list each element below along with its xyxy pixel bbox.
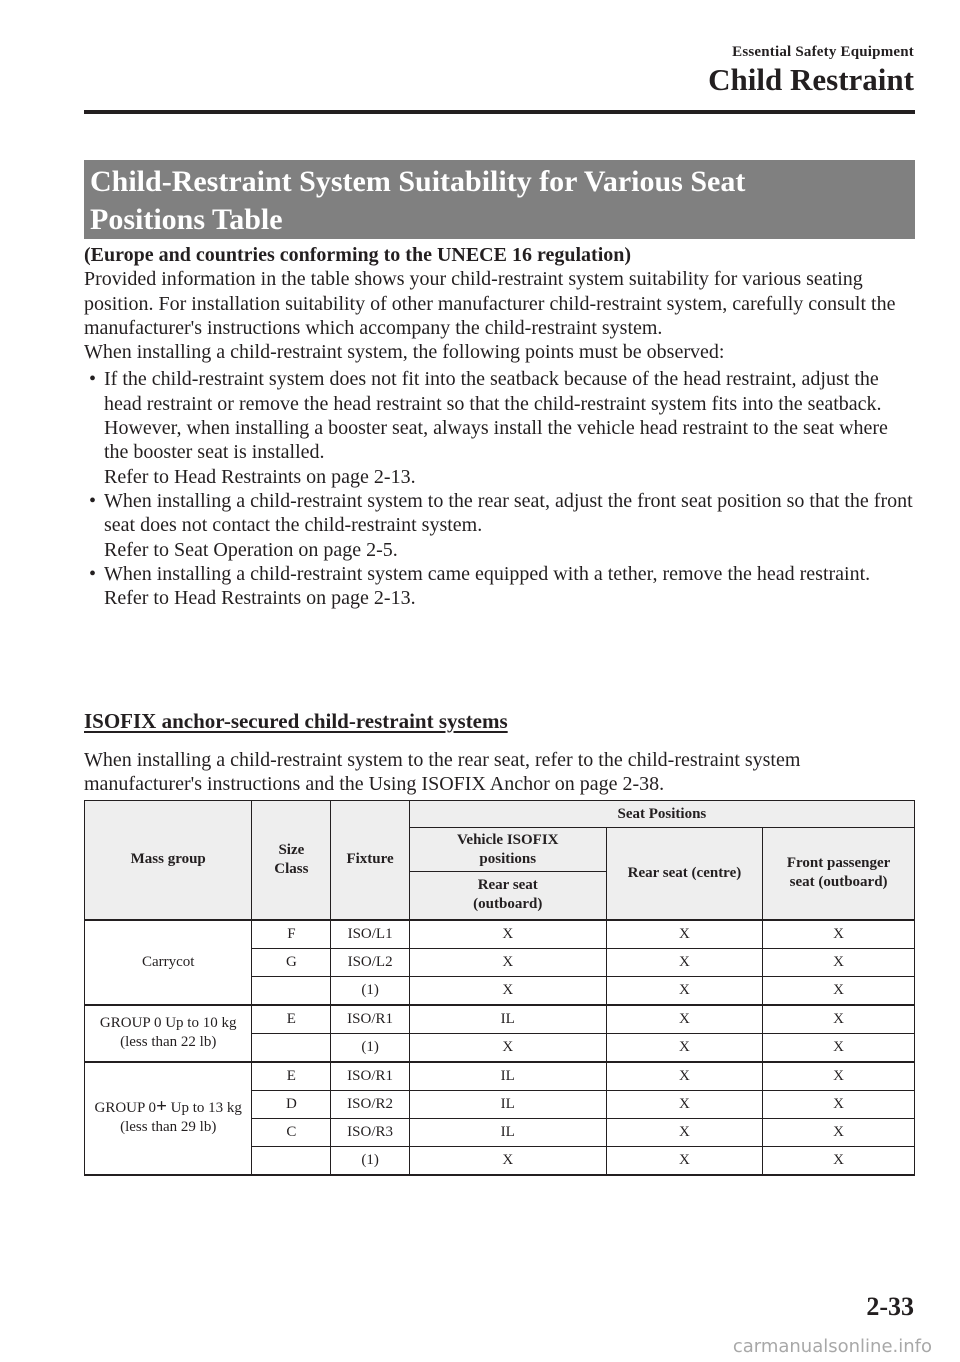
cell-front-passenger: X	[763, 976, 915, 1005]
mass-group-0	[85, 1005, 252, 1062]
precaution-item	[84, 562, 915, 611]
cell-rear-outboard: X	[409, 1146, 606, 1175]
cell-front-passenger: X	[763, 920, 915, 949]
page-reference: Refer to Head Restraints on page 2-13.	[104, 465, 416, 488]
cell-rear-outboard: IL	[409, 1005, 606, 1034]
cell-rear-centre: X	[606, 948, 762, 976]
site-watermark[interactable]: carmanualsonline.info	[732, 1336, 932, 1357]
precaution-item	[84, 367, 915, 488]
section-banner	[84, 160, 915, 239]
table-header	[85, 801, 915, 920]
cell-rear-centre: X	[606, 1146, 762, 1175]
intro-lead: When installing a child-restraint system, the following points must be observed:	[84, 341, 725, 364]
cell-rear-centre: X	[606, 1062, 762, 1091]
isofix-suitability-table	[84, 800, 915, 1176]
cell-rear-outboard: IL	[409, 1090, 606, 1118]
cell-front-passenger: X	[763, 1062, 915, 1091]
mass-group-weight: (less than 22 lb)	[120, 1034, 217, 1050]
table-row	[85, 920, 915, 949]
mass-group-limit: Up to 13 kg	[166, 1100, 242, 1116]
cell-rear-outboard: IL	[409, 1118, 606, 1146]
col-seat-positions: Seat Positions	[409, 801, 914, 828]
bullet-marker: •	[89, 489, 97, 512]
cell-rear-outboard: X	[409, 976, 606, 1005]
cell-size: C	[252, 1118, 331, 1146]
mass-group-0-plus	[85, 1062, 252, 1175]
col-front-passenger: Front passenger seat (outboard)	[763, 828, 915, 920]
cell-size	[252, 976, 331, 1005]
table-body	[85, 920, 915, 1175]
mass-group-label: GROUP 0 Up to 10 kg	[99, 1015, 237, 1031]
cell-front-passenger: X	[763, 1146, 915, 1175]
col-size-class: Size Class	[252, 801, 331, 920]
cell-fixture: ISO/R1	[331, 1005, 409, 1034]
cell-size: G	[252, 948, 331, 976]
cell-front-passenger: X	[763, 1090, 915, 1118]
section-name: Essential Safety Equipment	[732, 44, 914, 60]
precaution-text: When installing a child-restraint system came equipped with a tether, remove the head restraint.	[104, 562, 871, 585]
cell-rear-centre: X	[606, 920, 762, 949]
cell-fixture: ISO/L2	[331, 948, 409, 976]
table-row	[85, 1005, 915, 1034]
cell-front-passenger: X	[763, 1033, 915, 1062]
cell-size: E	[252, 1005, 331, 1034]
isofix-paragraph: When installing a child-restraint system to the rear seat, refer to the child-restraint system manufacturer's instructions and the Using ISOFIX Anchor on page 2-38.	[84, 749, 801, 796]
cell-rear-centre: X	[606, 1118, 762, 1146]
cell-rear-outboard: X	[409, 948, 606, 976]
col-rear-outboard: Rear seat (outboard)	[409, 872, 606, 920]
precaution-text: When installing a child-restraint system to the rear seat, adjust the front seat position so that the front seat does not contact the child-restraint system.	[104, 489, 913, 537]
cell-rear-outboard: IL	[409, 1062, 606, 1091]
cell-rear-outboard: X	[409, 920, 606, 949]
cell-front-passenger: X	[763, 948, 915, 976]
cell-rear-centre: X	[606, 1090, 762, 1118]
page-reference: Refer to Seat Operation on page 2-5.	[104, 538, 398, 561]
cell-fixture: (1)	[331, 1146, 409, 1175]
cell-rear-centre: X	[606, 1033, 762, 1062]
cell-fixture: ISO/R1	[331, 1062, 409, 1091]
page-number: 2-33	[866, 1292, 914, 1321]
col-vehicle-isofix: Vehicle ISOFIX positions	[409, 828, 606, 872]
col-mass-group: Mass group	[85, 801, 252, 920]
precaution-item	[84, 489, 915, 562]
cell-front-passenger: X	[763, 1005, 915, 1034]
cell-size	[252, 1033, 331, 1062]
cell-size: F	[252, 920, 331, 949]
running-header	[708, 44, 914, 98]
bullet-marker: •	[89, 562, 97, 585]
cell-rear-centre: X	[606, 1005, 762, 1034]
chapter-title: Child Restraint	[708, 62, 914, 97]
table-row	[85, 1062, 915, 1091]
header-rule	[84, 110, 915, 114]
plus-icon: +	[156, 1096, 167, 1117]
cell-fixture: ISO/R2	[331, 1090, 409, 1118]
bullet-marker: •	[89, 368, 97, 391]
cell-size: D	[252, 1090, 331, 1118]
page-reference: Refer to Head Restraints on page 2-13.	[104, 587, 416, 610]
mass-group-carrycot: Carrycot	[85, 920, 252, 1005]
isofix-heading: ISOFIX anchor-secured child-restraint systems	[84, 709, 508, 733]
intro-content	[84, 243, 915, 610]
intro-paragraph: Provided information in the table shows your child-restraint system suitability for various seating position. For installation suitability of other manufacturer child-restraint system, carefully consult the manufacturer's instructions which accompany the child-restraint system.	[84, 268, 896, 339]
mass-group-weight: (less than 29 lb)	[120, 1119, 217, 1135]
precaution-list	[84, 367, 915, 610]
cell-fixture: ISO/R3	[331, 1118, 409, 1146]
mass-group-label: GROUP 0	[94, 1100, 157, 1116]
precaution-text: If the child-restraint system does not fit into the seatback because of the head restraint, adjust the head restraint or remove the head restraint so that the child-restraint system fits into the seatback. However, when installing a booster seat, always install the vehicle head restraint to the seat where the booster seat is installed.	[104, 368, 888, 464]
col-fixture: Fixture	[331, 801, 409, 920]
cell-rear-outboard: X	[409, 1033, 606, 1062]
cell-fixture: (1)	[331, 1033, 409, 1062]
cell-size	[252, 1146, 331, 1175]
cell-fixture: ISO/L1	[331, 920, 409, 949]
banner-line-1: Child-Restraint System Suitability for Various Seat	[90, 165, 746, 198]
cell-fixture: (1)	[331, 976, 409, 1005]
col-rear-centre: Rear seat (centre)	[606, 828, 762, 920]
regulation-subtitle: (Europe and countries conforming to the UNECE 16 regulation)	[84, 244, 632, 266]
banner-line-2: Positions Table	[90, 203, 283, 236]
cell-front-passenger: X	[763, 1118, 915, 1146]
cell-rear-centre: X	[606, 976, 762, 1005]
cell-size: E	[252, 1062, 331, 1091]
